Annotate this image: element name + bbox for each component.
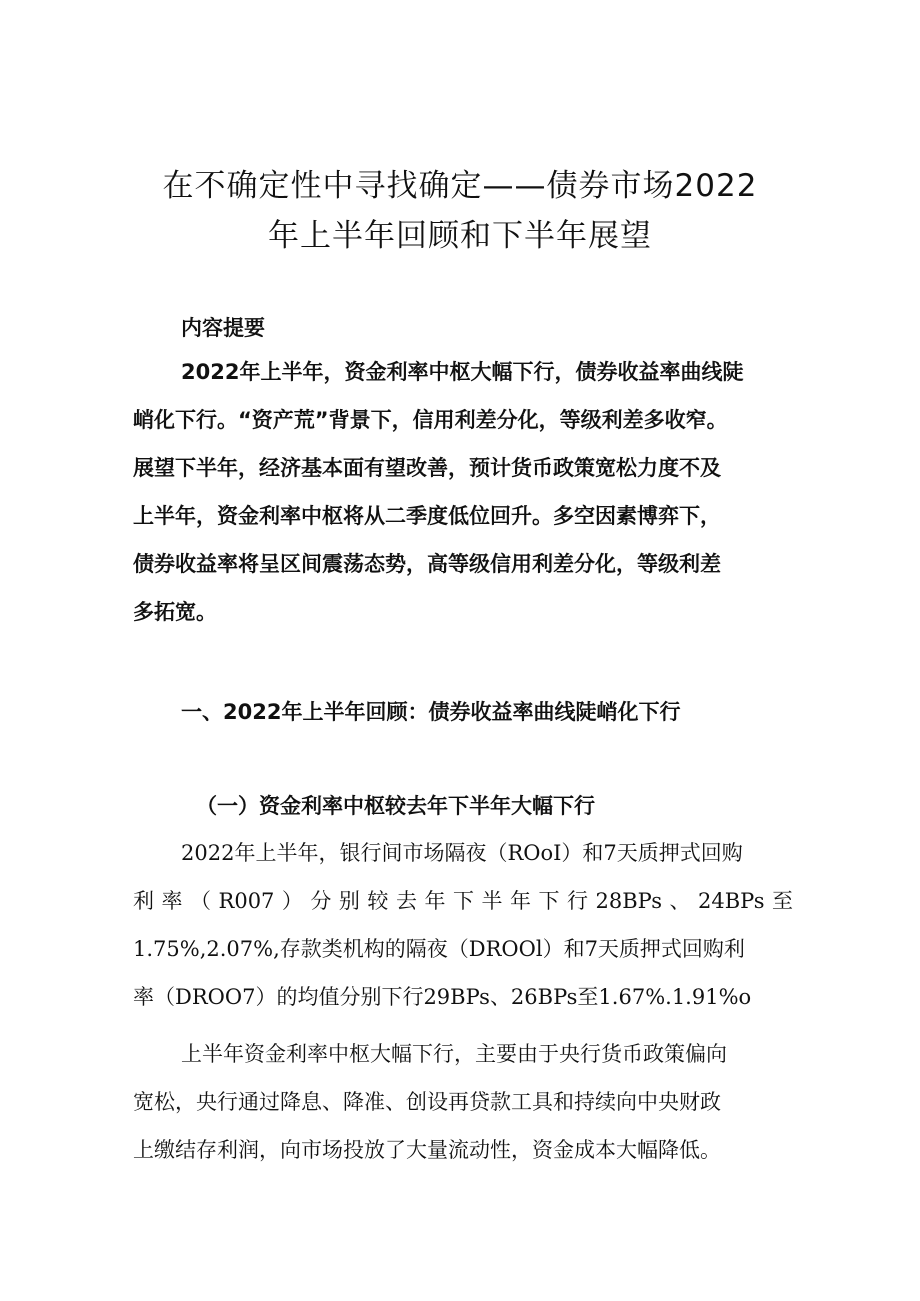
abstract-line-4: 上半年，资金利率中枢将从二季度低位回升。多空因素博弈下，: [133, 504, 721, 528]
abstract-line-6: 多拓宽。: [133, 600, 217, 624]
abstract-line-1: 2022年上半年，资金利率中枢大幅下行，债券收益率曲线陡: [181, 360, 744, 384]
section-1-heading: 一、2022年上半年回顾：债券收益率曲线陡峭化下行: [181, 700, 681, 724]
abstract-heading: 内容提要: [181, 316, 265, 340]
paragraph-1-line-4: 率（DROO7）的均值分别下行29BPs、26BPs至1.67%.1.91%o: [133, 985, 752, 1009]
paragraph-2-line-2: 宽松，央行通过降息、降准、创设再贷款工具和持续向中央财政: [133, 1090, 721, 1114]
paragraph-2-line-1: 上半年资金利率中枢大幅下行，主要由于央行货币政策偏向: [181, 1042, 727, 1066]
paragraph-2-line-3: 上缴结存利润，向市场投放了大量流动性，资金成本大幅降低。: [133, 1138, 721, 1162]
abstract-paragraph: [133, 348, 793, 636]
document-title-line-1: 在不确定性中寻找确定——债券市场2022: [162, 168, 758, 204]
paragraph-1-line-3: 1.75%,2.07%,存款类机构的隔夜（DROOl）和7天质押式回购利: [133, 937, 745, 961]
abstract-line-3: 展望下半年，经济基本面有望改善，预计货币政策宽松力度不及: [133, 456, 721, 480]
document-title-line-2: 年上半年回顾和下半年展望: [268, 218, 652, 254]
paragraph-1-line-2: 利率（R007）分别较去年下半年下行28BPs、24BPs至: [133, 889, 793, 913]
paragraph-1-line-1: 2022年上半年，银行间市场隔夜（ROoI）和7天质押式回购: [181, 841, 743, 865]
subsection-1-paragraph-2: [133, 1030, 793, 1174]
abstract-line-5: 债券收益率将呈区间震荡态势，高等级信用利差分化，等级利差: [133, 552, 721, 576]
subsection-1-paragraph-1: [133, 829, 793, 1021]
subsection-1-heading: （一）资金利率中枢较去年下半年大幅下行: [196, 794, 595, 818]
abstract-line-2: 峭化下行。“资产荒”背景下，信用利差分化，等级利差多收窄。: [133, 408, 728, 432]
